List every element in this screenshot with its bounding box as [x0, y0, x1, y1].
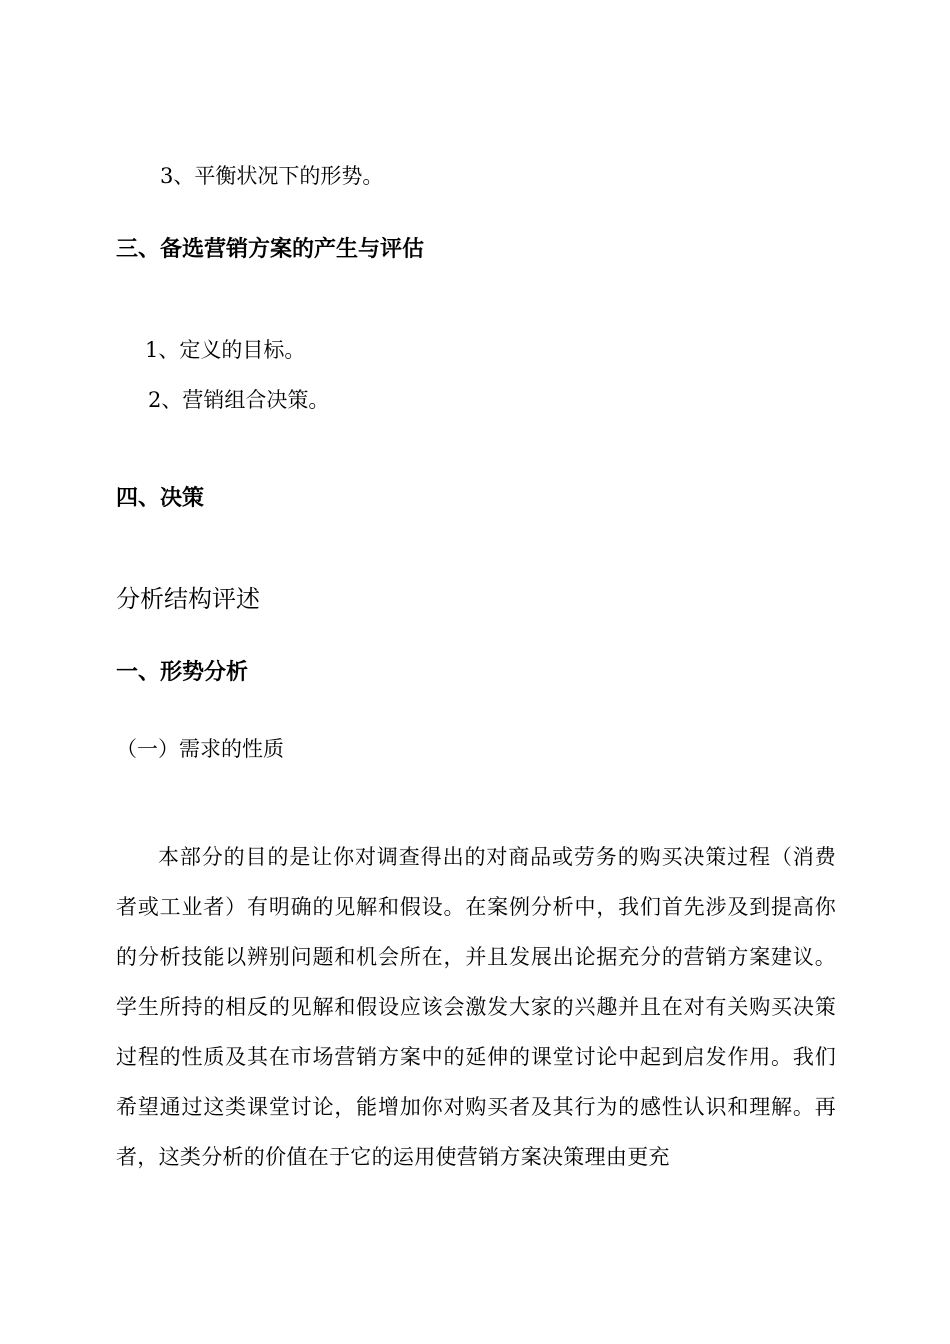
section-heading-situation-analysis: 一、形势分析	[116, 660, 249, 685]
subheading-nature-of-demand: （一）需求的性质	[116, 737, 284, 761]
list-item-defined-objectives: 1、定义的目标。	[145, 338, 306, 362]
section-heading-alternatives: 三、备选营销方案的产生与评估	[116, 237, 425, 262]
list-item-marketing-mix: 2、营销组合决策。	[148, 388, 330, 412]
body-paragraph: 本部分的目的是让你对调查得出的对商品或劳务的购买决策过程（消费者或工业者）有明确的见解和假设。在案例分析中，我们首先涉及到提高你的分析技能以辨别问题和机会所在，并且发展出论据充分的营销方案建议。学生所持的相反的见解和假设应该会激发大家的兴趣并且在对有关购买决策过程的性质及其在市场营销方案中的延伸的课堂讨论中起到启发作用。我们希望通过这类课堂讨论，能增加你对购买者及其行为的感性认识和理解。再者，这类分析的价值在于它的运用使营销方案决策理由更充	[116, 845, 836, 1169]
section-title-structure-review: 分析结构评述	[116, 585, 260, 613]
list-item-balance-situation: 3、平衡状况下的形势。	[160, 164, 384, 188]
section-heading-decision: 四、决策	[116, 486, 205, 511]
